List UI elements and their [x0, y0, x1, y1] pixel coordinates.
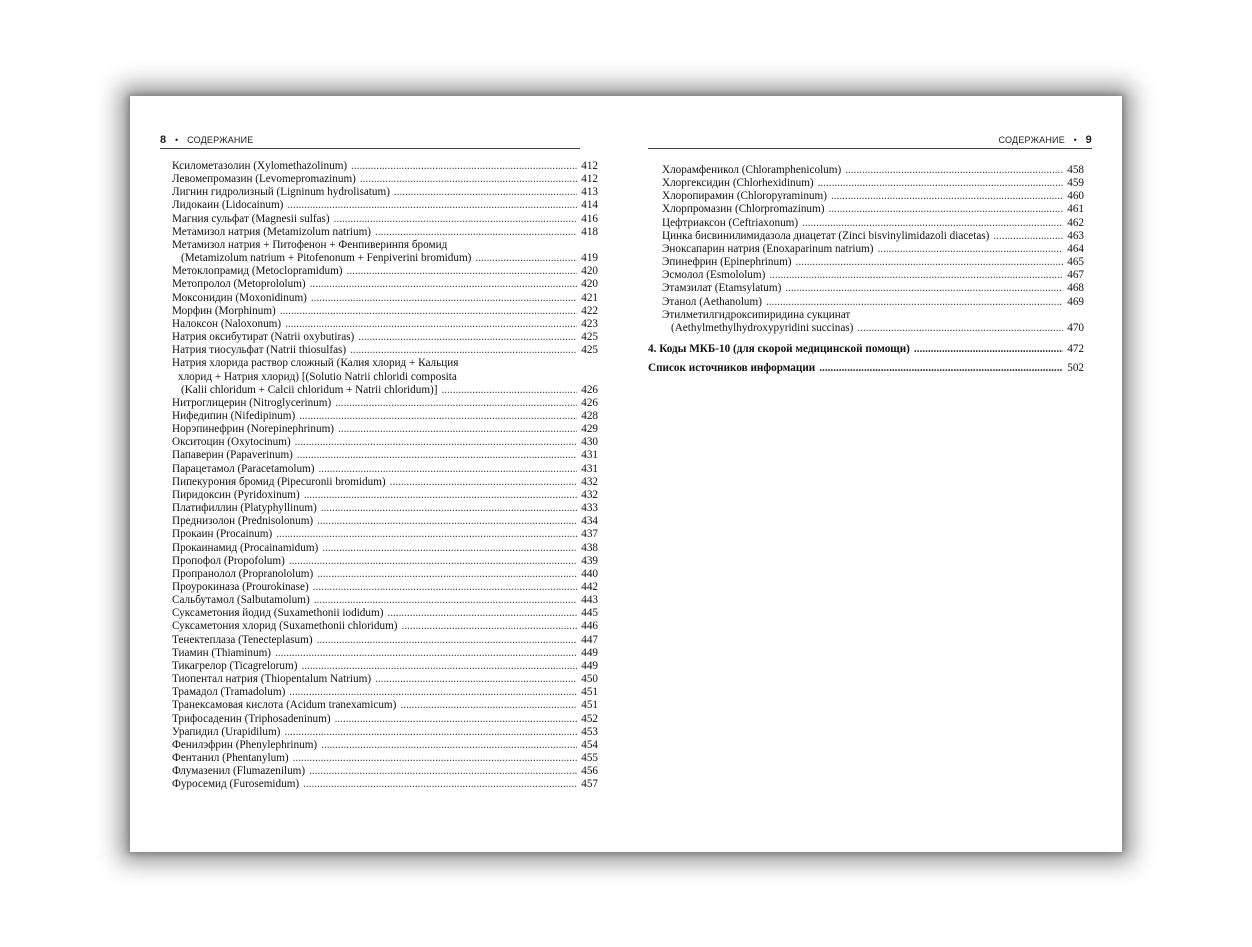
dot-leader	[301, 660, 577, 673]
toc-entry-page: 412	[581, 160, 598, 172]
toc-entry[interactable]	[172, 463, 598, 476]
dot-leader	[351, 160, 577, 173]
dot-leader	[766, 296, 1063, 309]
dot-leader	[285, 318, 577, 331]
dot-leader	[295, 436, 578, 449]
right-toc-column	[648, 164, 1084, 375]
toc-entry[interactable]	[662, 296, 1084, 309]
toc-entry[interactable]	[172, 318, 598, 331]
toc-entry-title: Тикагрелор (Ticagrelorum)	[172, 659, 298, 672]
toc-entry[interactable]	[662, 190, 1084, 203]
dot-leader	[400, 699, 577, 712]
toc-entry-page: 450	[581, 673, 598, 686]
dot-leader	[375, 673, 577, 686]
dot-leader	[993, 230, 1063, 243]
toc-entry[interactable]	[662, 203, 1084, 216]
toc-entry-title: Нитроглицерин (Nitroglycerinum)	[172, 396, 332, 409]
toc-entry[interactable]	[172, 699, 598, 712]
toc-entry[interactable]	[662, 217, 1084, 230]
toc-entry-page: 428	[581, 409, 598, 422]
toc-entry[interactable]	[172, 607, 598, 620]
toc-entry-page: 432	[581, 475, 598, 488]
dot-leader	[311, 292, 577, 305]
dot-leader	[914, 343, 1063, 356]
toc-entry-page: 420	[581, 265, 598, 278]
toc-entry[interactable]	[172, 449, 598, 462]
toc-entry[interactable]	[172, 344, 598, 357]
dot-leader	[338, 423, 577, 436]
dot-leader	[309, 765, 577, 778]
toc-entry-page: 414	[581, 199, 598, 212]
toc-entry-page: 416	[581, 212, 598, 225]
toc-entry-page: 418	[581, 225, 598, 238]
toc-entry[interactable]	[172, 620, 598, 633]
toc-entry-title: Фуросемид (Furosemidum)	[172, 778, 300, 791]
toc-entry-title-cont: (Aethylmethylhydroxypyridini succinas)	[671, 321, 854, 334]
toc-entry-page: 461	[1067, 203, 1084, 216]
toc-entry-title: Норэпинефрин (Norepinephrinum)	[172, 423, 335, 436]
toc-entry[interactable]	[172, 278, 598, 291]
toc-entry-title: Этамзилат (Etamsylatum)	[662, 282, 782, 295]
toc-entry-page: 426	[581, 396, 598, 409]
right-page-number: 9	[1085, 134, 1092, 146]
dot-leader	[275, 647, 577, 660]
toc-entry-title: Трамадол (Tramadolum)	[172, 686, 286, 699]
toc-entry-page: 434	[581, 515, 598, 528]
toc-entry-page: 419	[581, 252, 598, 265]
toc-entry-page: 437	[581, 528, 598, 541]
dot-leader	[785, 282, 1063, 295]
dot-leader	[276, 528, 577, 541]
dot-leader	[317, 634, 578, 647]
dot-leader	[394, 186, 577, 199]
dot-leader	[350, 344, 577, 357]
toc-entry-page: 422	[581, 304, 598, 317]
toc-entry[interactable]	[172, 739, 598, 752]
dot-leader	[387, 607, 577, 620]
toc-entry-title: Сальбутамол (Salbutamolum)	[172, 594, 310, 607]
toc-entry[interactable]	[172, 410, 598, 423]
toc-entry[interactable]	[172, 726, 598, 739]
toc-entry[interactable]	[662, 282, 1084, 295]
dot-leader	[317, 515, 577, 528]
toc-entry-multiline[interactable]	[172, 239, 598, 265]
bullet-icon: •	[1073, 135, 1077, 145]
toc-entry[interactable]	[172, 673, 598, 686]
toc-entry-title: Натрия оксибутират (Natrii oxybutiras)	[172, 331, 355, 344]
toc-entry-title: Преднизолон (Prednisolonum)	[172, 515, 314, 528]
toc-entry-title: Пропофол (Propofolum)	[172, 554, 285, 567]
toc-entry-title: Цинка бисвинилимидазола диацетат (Zinci bisvinylimidazoli diacetas)	[662, 229, 990, 242]
dot-leader	[284, 726, 577, 739]
dot-leader	[796, 256, 1064, 269]
toc-entry[interactable]	[662, 164, 1084, 177]
toc-entry-page: 470	[1067, 321, 1084, 334]
toc-entry[interactable]	[172, 436, 598, 449]
toc-entry[interactable]	[172, 397, 598, 410]
toc-entry-title: Ксилометазолин (Xylomethazolinum)	[172, 160, 348, 172]
dot-leader	[297, 449, 577, 462]
dot-leader	[828, 203, 1063, 216]
dot-leader	[475, 252, 577, 265]
dot-leader	[287, 199, 577, 212]
toc-entry[interactable]	[172, 528, 598, 541]
toc-entry-title: Транексамовая кислота (Acidum tranexamicum)	[172, 699, 397, 712]
toc-entry-page: 438	[581, 541, 598, 554]
toc-entry-title: Лигнин гидролизный (Ligninum hydrolisatum)	[172, 186, 390, 199]
toc-entry-page: 425	[581, 331, 598, 344]
toc-entry-title: Платифиллин (Platyphyllinum)	[172, 502, 317, 515]
toc-entry[interactable]	[662, 230, 1084, 243]
toc-entry-title: Хлоргексидин (Chlorhexidinum)	[662, 177, 814, 190]
toc-entry-page: 425	[581, 344, 598, 357]
toc-entry-title: Проурокиназа (Prourokinase)	[172, 581, 309, 593]
toc-entry-page: 430	[581, 436, 598, 449]
toc-entry-title: Окситоцин (Oxytocinum)	[172, 436, 291, 449]
toc-entry-title: Фентанил (Phentanylum)	[172, 752, 289, 765]
toc-entry-title: Эпинефрин (Epinephrinum)	[662, 256, 792, 269]
toc-entry-title: Трифосаденин (Triphosadeninum)	[172, 712, 331, 725]
toc-entry[interactable]	[662, 269, 1084, 282]
toc-entry-title: Прокаин (Procainum)	[172, 528, 273, 541]
toc-entry[interactable]	[172, 199, 598, 212]
toc-entry-title: Эсмолол (Esmololum)	[662, 269, 766, 282]
dot-leader	[335, 397, 577, 410]
toc-entry[interactable]	[172, 515, 598, 528]
dot-leader	[442, 384, 578, 397]
toc-entry-title: Магния сульфат (Magnesii sulfas)	[172, 212, 330, 225]
toc-entry-page: 449	[581, 646, 598, 659]
toc-entry-title: Метоклопрамид (Metoclopramidum)	[172, 265, 343, 278]
toc-entry-title: Хлоропирамин (Chloropyraminum)	[662, 190, 827, 203]
dot-leader	[304, 489, 578, 502]
toc-entry-page: 468	[1067, 282, 1084, 295]
toc-entry-page: 460	[1067, 190, 1084, 203]
toc-entry-title: Урапидил (Urapidilum)	[172, 725, 281, 738]
toc-entry-page: 431	[581, 462, 598, 475]
toc-entry-title: Суксаметония хлорид (Suxamethonii chloridum)	[172, 620, 398, 633]
toc-entry-title: Нифедипин (Nifedipinum)	[172, 409, 296, 422]
toc-entry-multiline[interactable]	[172, 357, 598, 396]
dot-leader	[322, 542, 577, 555]
toc-entry-page: 462	[1067, 216, 1084, 229]
toc-entry-title: Метамизол натрия + Питофенон + Фенпиверинпя бромид	[172, 238, 448, 251]
book-spread	[130, 96, 1122, 852]
toc-entry-title: Флумазенил (Flumazenilum)	[172, 765, 306, 778]
dot-leader	[293, 752, 578, 765]
toc-entry[interactable]	[172, 752, 598, 765]
toc-entry[interactable]	[172, 331, 598, 344]
toc-entry-page: 449	[581, 659, 598, 672]
toc-section-title: 4. Коды МКБ-10 (для скорой медицинской помощи)	[648, 343, 910, 356]
dot-leader	[321, 502, 577, 515]
toc-entry-page: 451	[581, 699, 598, 712]
toc-entry-title: Морфин (Morphinum)	[172, 304, 276, 317]
toc-entry-page: 446	[581, 620, 598, 633]
toc-section-page: 472	[1067, 343, 1084, 356]
toc-entry-title: Тенектеплаза (Tenecteplasum)	[172, 633, 313, 646]
toc-entry-title: Этилметилгидроксипиридина сукцинат	[662, 308, 851, 321]
toc-entry-page: 464	[1067, 242, 1084, 255]
toc-entry-title: Пропранолол (Propranololum)	[172, 567, 314, 580]
dot-leader	[390, 476, 578, 489]
toc-entry[interactable]	[172, 634, 598, 647]
toc-entry-page: 431	[581, 449, 598, 462]
toc-entry[interactable]	[172, 555, 598, 568]
toc-entry[interactable]	[172, 647, 598, 660]
dot-leader	[347, 265, 578, 278]
toc-entry[interactable]	[172, 476, 598, 489]
toc-entry-page: 445	[581, 607, 598, 620]
toc-entry-title: Хлорамфеникол (Chloramphenicolum)	[662, 164, 842, 176]
toc-entry-title: Папаверин (Papaverinum)	[172, 449, 293, 462]
left-toc-column	[172, 160, 598, 792]
toc-entry-page: 412	[581, 173, 598, 186]
toc-entry-page: 465	[1067, 256, 1084, 269]
toc-entry-page: 439	[581, 554, 598, 567]
toc-entry-page: 429	[581, 423, 598, 436]
toc-entry[interactable]	[172, 160, 598, 173]
toc-entry-title: Метамизол натрия (Metamizolum natrium)	[172, 225, 372, 238]
toc-entry-title: Налоксон (Naloxonum)	[172, 317, 282, 330]
dot-leader	[360, 173, 577, 186]
toc-entry-page: 423	[581, 317, 598, 330]
toc-entry-page: 454	[581, 738, 598, 751]
toc-entry-page: 447	[581, 633, 598, 646]
right-running-head	[648, 134, 1092, 149]
dot-leader	[289, 555, 577, 568]
toc-entry[interactable]	[662, 243, 1084, 256]
toc-entry-title: Тиамин (Thiaminum)	[172, 646, 272, 659]
dot-leader	[317, 568, 577, 581]
toc-entry-page: 433	[581, 502, 598, 515]
toc-entry[interactable]	[662, 177, 1084, 190]
toc-entry-title-cont: хлорид + Натрия хлорид) [(Solutio Natrii chloridi composita	[178, 370, 457, 383]
toc-entry[interactable]	[662, 256, 1084, 269]
toc-entry-page: 443	[581, 594, 598, 607]
toc-entry-page: 442	[581, 581, 598, 593]
toc-entry-title: Фенилэфрин (Phenylephrinum)	[172, 738, 318, 751]
toc-entry[interactable]	[172, 213, 598, 226]
toc-entry-title: Натрия тиосульфат (Natrii thiosulfas)	[172, 344, 347, 357]
toc-entry-page: 458	[1067, 164, 1084, 176]
toc-entry[interactable]	[172, 568, 598, 581]
dot-leader	[877, 243, 1063, 256]
toc-entry-title: Суксаметония йодид (Suxamethonii iodidum)	[172, 607, 384, 620]
toc-entry[interactable]	[172, 265, 598, 278]
dot-leader	[857, 322, 1063, 335]
toc-entry-title: Левомепромазин (Levomepromazinum)	[172, 173, 356, 186]
toc-entry[interactable]	[172, 226, 598, 239]
toc-section-icd10[interactable]	[648, 343, 1084, 356]
toc-entry-title-cont: (Kalii chloridum + Calcii chloridum + Natrii chloridum)]	[181, 383, 438, 396]
left-running-head	[160, 134, 580, 149]
dot-leader	[358, 331, 577, 344]
toc-entry-page: 413	[581, 186, 598, 199]
toc-entry[interactable]	[172, 542, 598, 555]
dot-leader	[819, 362, 1063, 375]
toc-entry-title: Прокаинамид (Procainamidum)	[172, 541, 319, 554]
dot-leader	[831, 190, 1063, 203]
toc-entry[interactable]	[172, 713, 598, 726]
dot-leader	[769, 269, 1063, 282]
toc-entry-title: Лидокаин (Lidocainum)	[172, 199, 284, 212]
dot-leader	[314, 594, 578, 607]
toc-entry-page: 453	[581, 725, 598, 738]
toc-section-page: 502	[1067, 362, 1084, 375]
toc-entry-page: 426	[581, 383, 598, 396]
toc-entry-page: 469	[1067, 295, 1084, 308]
dot-leader	[313, 581, 578, 594]
toc-entry-page: 457	[581, 778, 598, 791]
toc-entry-page: 459	[1067, 177, 1084, 190]
dot-leader	[402, 620, 578, 633]
dot-leader	[310, 278, 578, 291]
toc-entry[interactable]	[172, 305, 598, 318]
toc-entry-title: Моксонидин (Moxonidinum)	[172, 291, 307, 304]
toc-entry[interactable]	[172, 594, 598, 607]
dot-leader	[335, 713, 578, 726]
toc-entry-page: 421	[581, 291, 598, 304]
toc-entry[interactable]	[172, 292, 598, 305]
toc-entry[interactable]	[172, 686, 598, 699]
toc-entry[interactable]	[172, 502, 598, 515]
toc-entry-title: Натрия хлорида раствор сложный (Калия хлорид + Кальция	[172, 357, 459, 370]
toc-entry-page: 452	[581, 712, 598, 725]
toc-entry-title: Этанол (Aethanolum)	[662, 295, 762, 308]
toc-entry[interactable]	[172, 186, 598, 199]
toc-entry-title: Эноксапарин натрия (Enoxaparinum natrium)	[662, 242, 874, 255]
dot-leader	[818, 177, 1064, 190]
toc-entry-multiline[interactable]	[648, 309, 1084, 335]
dot-leader	[289, 686, 577, 699]
dot-leader	[375, 226, 577, 239]
toc-entry-page: 451	[581, 686, 598, 699]
bullet-icon: •	[175, 135, 179, 145]
toc-entry-title: Хлорпромазин (Chlorpromazinum)	[662, 203, 825, 216]
dot-leader	[845, 164, 1063, 177]
toc-section-title: Список источников информации	[648, 362, 816, 375]
toc-entry-page: 432	[581, 488, 598, 501]
toc-entry-page: 456	[581, 765, 598, 778]
dot-leader	[319, 463, 578, 476]
left-page-number: 8	[160, 134, 167, 146]
dot-leader	[802, 217, 1063, 230]
toc-entry-title: Тиопентал натрия (Thiopentalum Natrium)	[172, 673, 372, 686]
dot-leader	[334, 213, 578, 226]
toc-entry[interactable]	[172, 581, 598, 594]
toc-entry[interactable]	[172, 173, 598, 186]
toc-entry[interactable]	[172, 778, 598, 791]
toc-entry-title: Пипекурония бромид (Pipecuronii bromidum)	[172, 475, 386, 488]
toc-entry-page: 463	[1067, 229, 1084, 242]
toc-entry-title: Цефтриаксон (Ceftriaxonum)	[662, 216, 799, 229]
toc-entry-page: 467	[1067, 269, 1084, 282]
toc-entry[interactable]	[172, 489, 598, 502]
dot-leader	[303, 778, 577, 791]
dot-leader	[280, 305, 577, 318]
dot-leader	[299, 410, 577, 423]
toc-entry-title: Метопролол (Metoprololum)	[172, 278, 306, 291]
dot-leader	[321, 739, 577, 752]
toc-entry[interactable]	[172, 660, 598, 673]
toc-entry-page: 440	[581, 567, 598, 580]
toc-entry-page: 420	[581, 278, 598, 291]
toc-entry-page: 455	[581, 752, 598, 765]
toc-entry[interactable]	[172, 765, 598, 778]
toc-section-sources[interactable]	[648, 362, 1084, 375]
toc-entry-title-cont: (Metamizolum natrium + Pitofenonum + Fenpiverini bromidum)	[181, 252, 472, 265]
left-running-title: СОДЕРЖАНИЕ	[187, 135, 254, 145]
toc-entry-title: Парацетамол (Paracetamolum)	[172, 462, 315, 475]
toc-entry-title: Пиридоксин (Pyridoxinum)	[172, 488, 300, 501]
right-running-title: СОДЕРЖАНИЕ	[998, 135, 1065, 145]
toc-entry[interactable]	[172, 423, 598, 436]
